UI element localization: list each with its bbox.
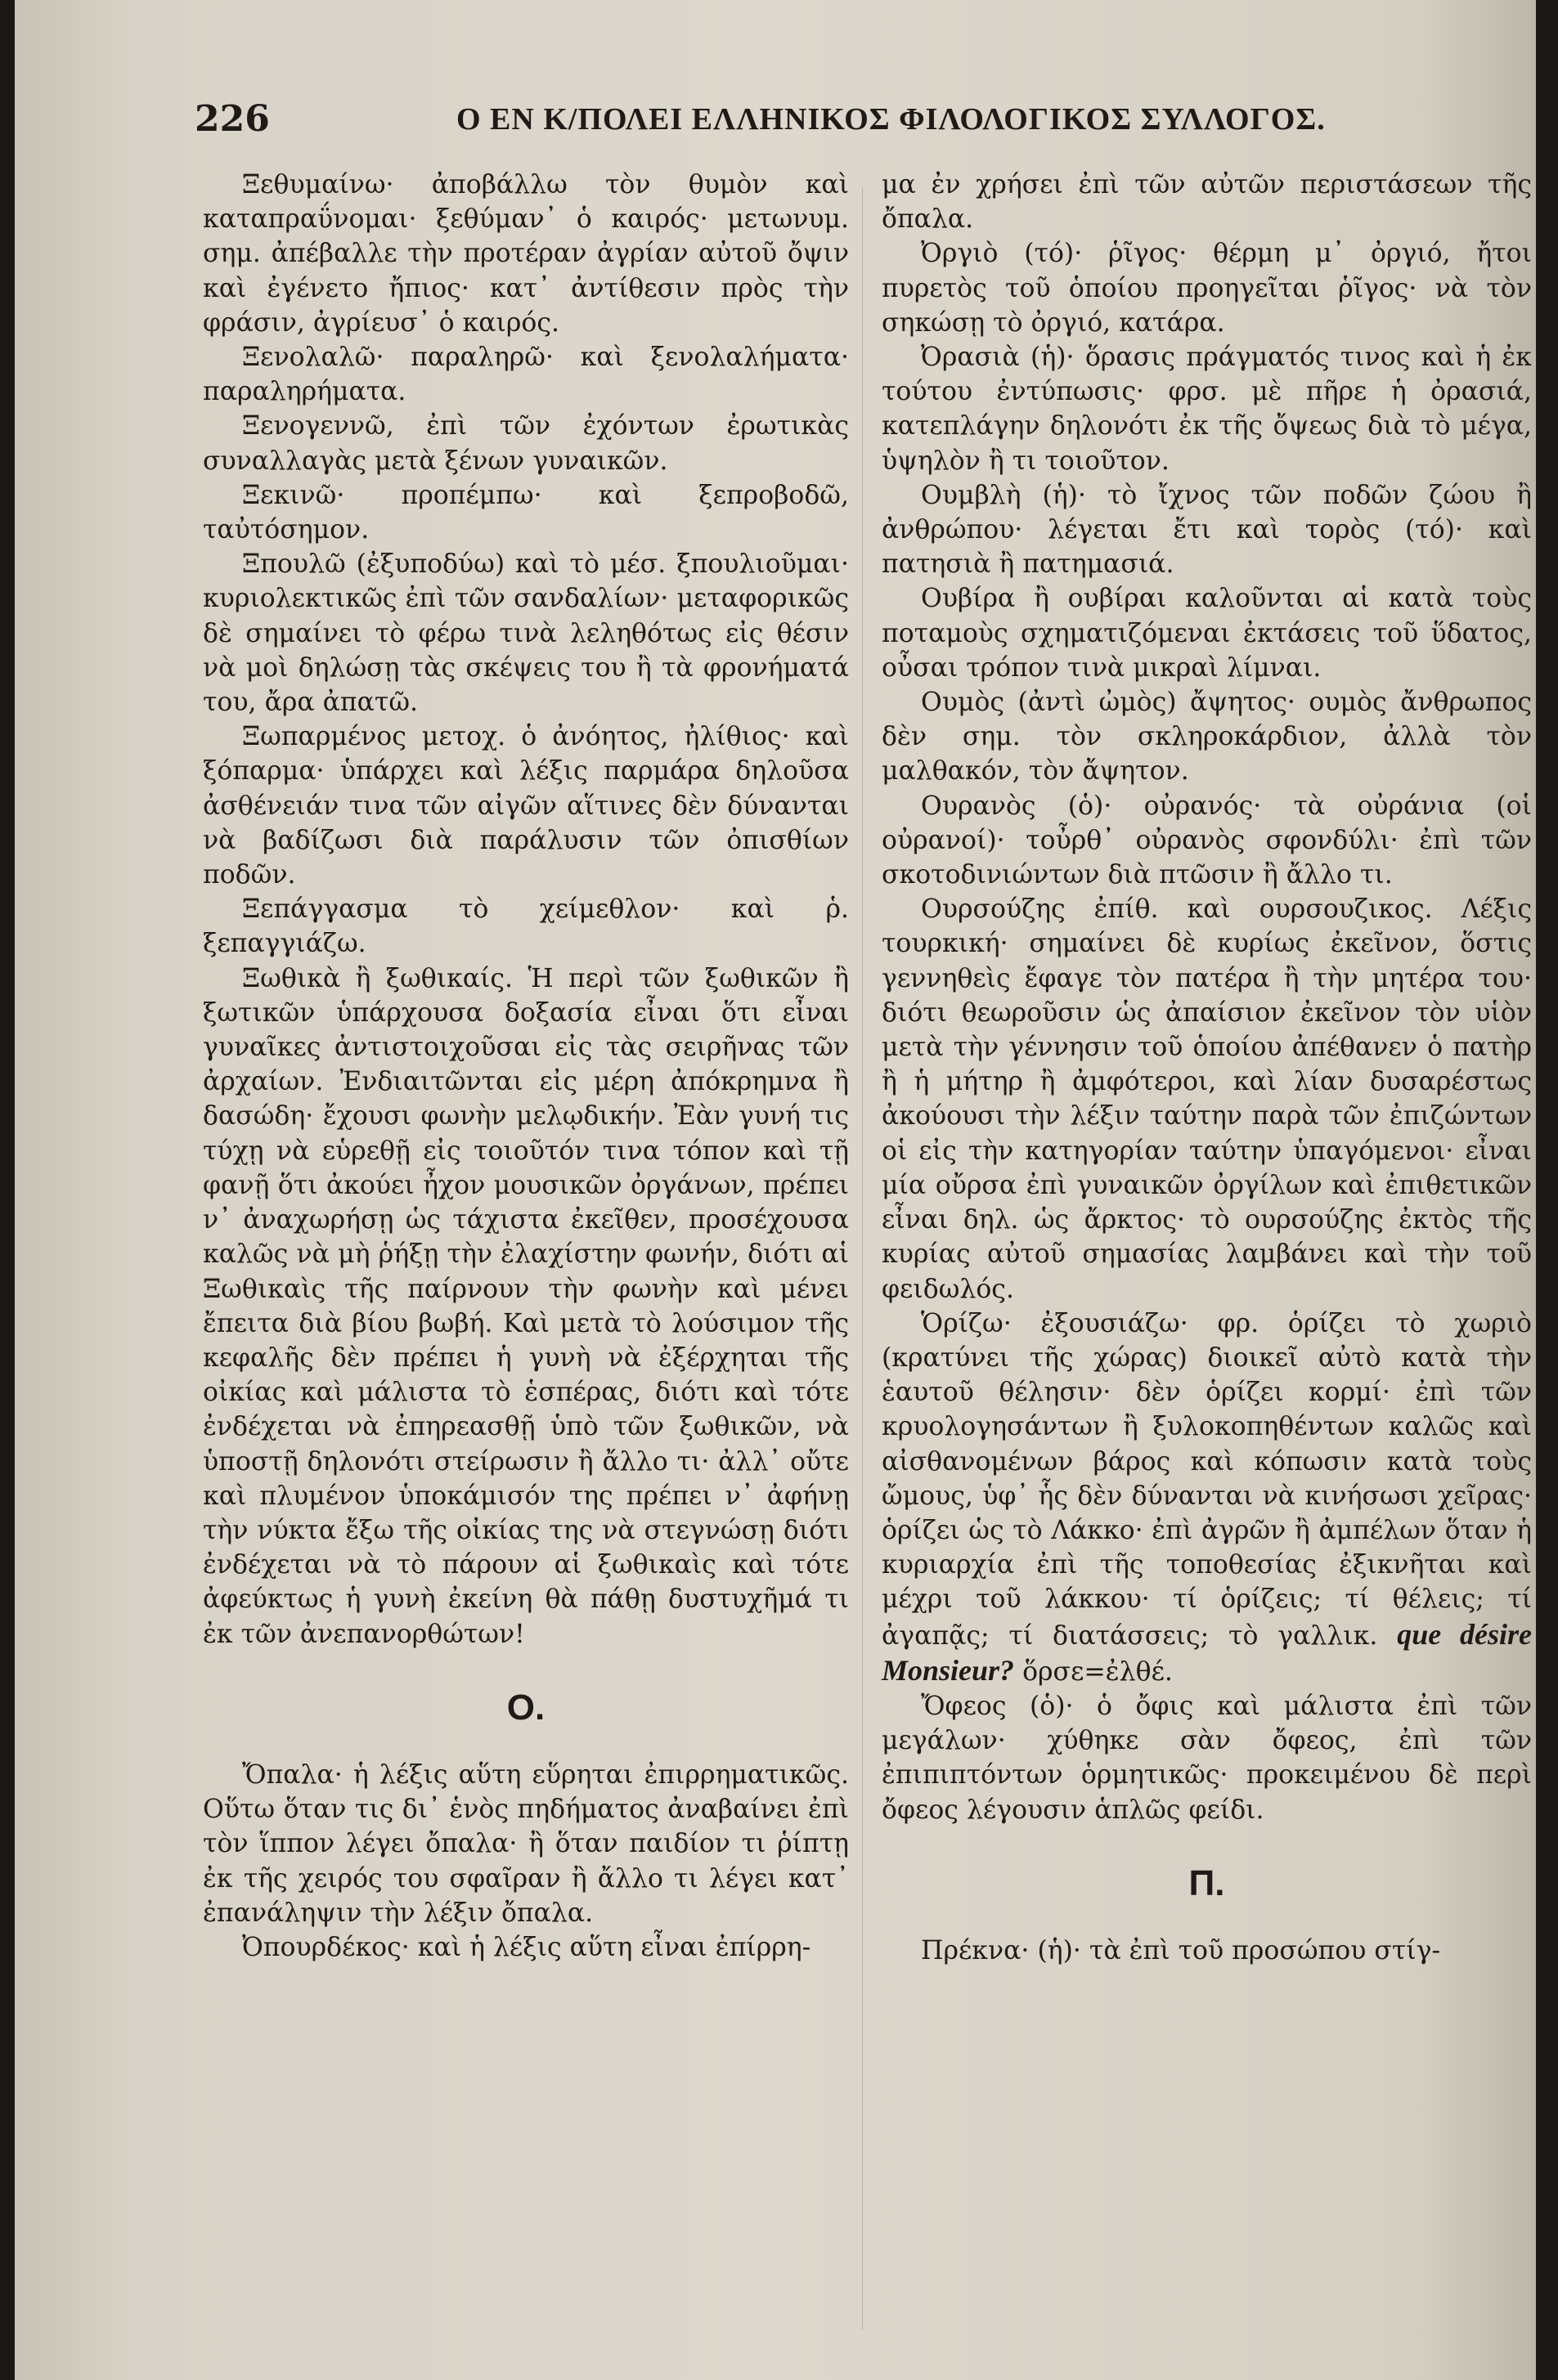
dictionary-entry: Ξενολαλῶ· παραληρῶ· καὶ ξενολαλήματα· παραληρήματα. [203,343,849,407]
dictionary-entry: Ὀργιὸ (τό)· ῥῖγος· θέρμη μ᾽ ὀργιό, ἤτοι πυρετὸς τοῦ ὁποίου προηγεῖται ῥῖγος· νὰ τὸν σηκώσῃ τὸ ὀργιό, κατάρα. [882,239,1532,338]
dictionary-entry: Ξεπάγγασμα τὸ χείμεθλον· καὶ ῥ. ξεπαγγιάζω. [203,894,849,959]
dictionary-entry: Ουμὸς (ἀντὶ ὠμὸς) ἄψητος· ουμὸς ἄνθρωπος δὲν σημ. τὸν σκληροκάρδιον, ἀλλὰ τὸν μαλθακόν, τὸν ἄψητον. [882,688,1532,787]
section-heading: Π. [1188,1862,1225,1903]
book-page [15,0,1536,2380]
dictionary-entry: Ξενογεννῶ, ἐπὶ τῶν ἐχόντων ἐρωτικὰς συναλλαγὰς μετὰ ξένων γυναικῶν. [203,411,849,476]
dictionary-entry: Ουβίρα ἢ ουβίραι καλοῦνται αἱ κατὰ τοὺς ποταμοὺς σχηματιζόμεναι ἐκτάσεις τοῦ ὕδατος, οὖσαι τρόπον τινὰ μικραὶ λίμναι. [882,584,1532,683]
dictionary-entry: Ξωθικὰ ἢ ξωθικαίς. Ἡ περὶ τῶν ξωθικῶν ἢ ξωτικῶν ὑπάρχουσα δοξασία εἶναι ὅτι εἶναι γυναῖκες ἀντιστοιχοῦσαι εἰς τὰς σειρῆνας τῶν ἀρχαίων. Ἐνδιαιτῶνται εἰς μέρη ἀπόκρημνα ἢ δασώδη· ἔχουσι φωνὴν μελῳδικήν. Ἐὰν γυνή τις τύχῃ νὰ εὑρεθῇ εἰς τοιοῦτόν τινα τόπον καὶ τῇ φανῇ ὅτι ἀκούει ἦχον μουσικῶν ὀργάνων, πρέπει ν᾽ ἀναχωρήσῃ ὡς τάχιστα ἐκεῖθεν, προσέχουσα καλῶς νὰ μὴ ῥήξῃ τὴν ἐλαχίστην φωνήν, διότι αἱ Ξωθικαὶς τῆς παίρνουν τὴν φωνὴν καὶ μένει ἔπειτα διὰ βίου βωβή. Καὶ μετὰ τὸ λούσιμον τῆς κεφαλῆς δὲν πρέπει ἡ γυνὴ νὰ ἐξέρχηται τῆς οἰκίας καὶ μάλιστα τὸ ἑσπέρας, διότι καὶ τότε ἐνδέχεται νὰ ἐπηρεασθῇ ὑπὸ τῶν ξωθικῶν, νὰ ὑποστῇ δηλονότι στείρωσιν ἢ ἄλλο τι· ἀλλ᾽ οὔτε καὶ πλυμένον ὑποκάμισόν της πρέπει ν᾽ ἀφήνῃ τὴν νύκτα ἔξω τῆς οἰκίας της νὰ στεγνώσῃ διότι ἐνδέχεται νὰ τὸ πάρουν αἱ ξωθικαὶς καὶ τότε ἀφεύκτως ἡ γυνὴ ἐκείνη θὰ πάθῃ δυστυχῆμά τι ἐκ τῶν ἀνεπανορθώτων! [203,963,849,1649]
dictionary-entry-continuation: μα ἐν χρήσει ἐπὶ τῶν αὐτῶν περιστάσεων τῆς ὄπαλα. [882,170,1532,235]
dictionary-entry: Ὄφεος (ὁ)· ὁ ὄφις καὶ μάλιστα ἐπὶ τῶν μεγάλων· χύθηκε σὰν ὄφεος, ἐπὶ τῶν ἐπιπιπτόντων ὁρμητικῶς· προκειμένου δὲ περὶ ὄφεος λέγουσιν ἁπλῶς φείδι. [882,1691,1532,1825]
column-divider [862,188,863,2330]
french-phrase: que désire Monsieur? [882,1617,1532,1687]
dictionary-entry: Ουρανὸς (ὁ)· οὐρανός· τὰ οὐράνια (οἱ οὐρανοί)· τοὖρθ᾽ οὐρανὸς σφονδύλι· ἐπὶ τῶν σκοτοδινιώντων διὰ πτῶσιν ἢ ἄλλο τι. [882,791,1532,890]
dictionary-entry: Ὄπαλα· ἡ λέξις αὕτη εὕρηται ἐπιρρηματικῶς. Οὕτω ὅταν τις δι᾽ ἑνὸς πηδήματος ἀναβαίνει ἐπὶ τὸν ἵππον λέγει ὄπαλα· ἢ ὅταν παιδίον τι ῥίπτῃ ἐκ τῆς χειρός του σφαῖραν ἢ ἄλλο τι λέγει κατ᾽ ἐπανάληψιν τὴν λέξιν ὄπαλα. [203,1759,849,1928]
dictionary-entry: Ξεθυμαίνω· ἀποβάλλω τὸν θυμὸν καὶ καταπραΰνομαι· ξεθύμαν᾽ ὁ καιρός· μετωνυμ. σημ. ἀπέβαλλε τὴν προτέραν ἀγρίαν αὐτοῦ ὄψιν καὶ ἐγένετο ἤπιος· κατ᾽ ἀντίθεσιν πρὸς τὴν φράσιν, ἀγρίευσ᾽ ὁ καιρός. [203,170,849,338]
dictionary-entry: Ὀρασιὰ (ἡ)· ὅρασις πράγματός τινος καὶ ἡ ἐκ τούτου ἐντύπωσις· φρσ. μὲ πῆρε ἡ ὀρασιά, κατεπλάγην δηλονότι ἐκ τῆς ὄψεως διὰ τὸ μέγα, ὑψηλὸν ἢ τι τοιοῦτον. [882,343,1532,476]
dictionary-entry: Ὀπουρδέκος· καὶ ἡ λέξις αὕτη εἶναι ἐπίρρη- [242,1932,811,1962]
left-column [203,168,849,1965]
running-title: Ο ΕΝ Κ/ΠΟΛΕΙ ΕΛΛΗΝΙΚΟΣ ΦΙΛΟΛΟΓΙΚΟΣ ΣΥΛΛΟΓΟΣ. [456,102,1326,137]
dictionary-entry: Ξωπαρμένος μετοχ. ὁ ἀνόητος, ἠλίθιος· καὶ ξόπαρμα· ὑπάρχει καὶ λέξις παρμάρα δηλοῦσα ἀσθένειάν τινα τῶν αἰγῶν αἵτινες δὲν δύνανται νὰ βαδίζωσι διὰ παράλυσιν τῶν ὀπισθίων ποδῶν. [203,722,849,890]
page-number: 226 [195,98,270,140]
dictionary-entry: Ξπουλῶ (ἐξυποδύω) καὶ τὸ μέσ. ξπουλιοῦμαι· κυριολεκτικῶς ἐπὶ τῶν σανδαλίων· μεταφορικῶς δὲ σημαίνει τὸ φέρω τινὰ λεληθότως εἰς θέσιν νὰ μοὶ δηλώσῃ τὰς σκέψεις του ἢ τὰ φρονήματά του, ἄρα ἀπατῶ. [203,549,849,718]
entry-text: ὅρσε=ἐλθέ. [1022,1656,1173,1687]
dictionary-entry: Ουμβλὴ (ἡ)· τὸ ἴχνος τῶν ποδῶν ζώου ἢ ἀνθρώπου· λέγεται ἔτι καὶ τορὸς (τό)· καὶ πατησιὰ ἢ πατημασιά. [882,480,1532,580]
section-heading: Ο. [506,1687,546,1728]
page-header [195,98,1372,155]
entry-text: Ὁρίζω· ἐξουσιάζω· φρ. ὁρίζει τὸ χωριὸ (κρατύνει τῆς χώρας) διοικεῖ αὐτὸ κατὰ τὴν ἑαυτοῦ θέλησιν· δὲν ὁρίζει κορμί· ἐπὶ τῶν κρυολογησάντων ἢ ξυλοκοπηθέντων καλῶς καὶ αἰσθανομένων βάρος καὶ κόπωσιν κατὰ τοὺς ὤμους, ὑφ᾽ ἧς δὲν δύνανται νὰ κινήσωσι χεῖρας· ὁρίζει ὡς τὸ Λάκκο· ἐπὶ ἀγρῶν ἢ ἀμπέλων ὅταν ἡ κυριαρχία ἐπὶ τῆς τοποθεσίας ἐξικνῆται καὶ μέχρι τοῦ λάκκου· τί ὁρίζεις; τί θέλεις; τί ἀγαπᾷς; τί διατάσσεις; τὸ γαλλικ. [882,1308,1532,1651]
dictionary-entry: Ουρσούζης ἐπίθ. καὶ ουρσουζικος. Λέξις τουρκική· σημαίνει δὲ κυρίως ἐκεῖνον, ὅστις γεννηθεὶς ἔφαγε τὸν πατέρα ἢ τὴν μητέρα του· διότι θεωροῦσιν ὡς ἀπαίσιον ἐκεῖνον τὸν υἱὸν μετὰ τὴν γέννησιν τοῦ ὁποίου ἀπέθανεν ὁ πατὴρ ἢ ἡ μήτηρ ἢ ἀμφότεροι, καὶ λίαν δυσαρέστως ἀκούουσι τὴν λέξιν ταύτην παρὰ τῶν ἐπιζώντων οἱ εἰς τὴν κατηγορίαν ταύτην ὑπαγόμενοι· εἶναι μία οὔρσα ἐπὶ γυναικῶν ὀργίλων καὶ ἐπιθετικῶν εἶναι δηλ. ὡς ἄρκτος· τὸ ουρσούζης ἐκτὸς τῆς κυρίας αὐτοῦ σημασίας λαμβάνει καὶ τὴν τοῦ φειδωλός. [882,894,1532,1304]
dictionary-entry [882,1307,1532,1689]
dictionary-entry: Ξεκινῶ· προπέμπω· καὶ ξεπροβοδῶ, ταὐτόσημον. [203,480,849,545]
right-column [882,168,1532,1968]
dictionary-entry: Πρέκνα· (ἡ)· τὰ ἐπὶ τοῦ προσώπου στίγ- [921,1935,1441,1965]
